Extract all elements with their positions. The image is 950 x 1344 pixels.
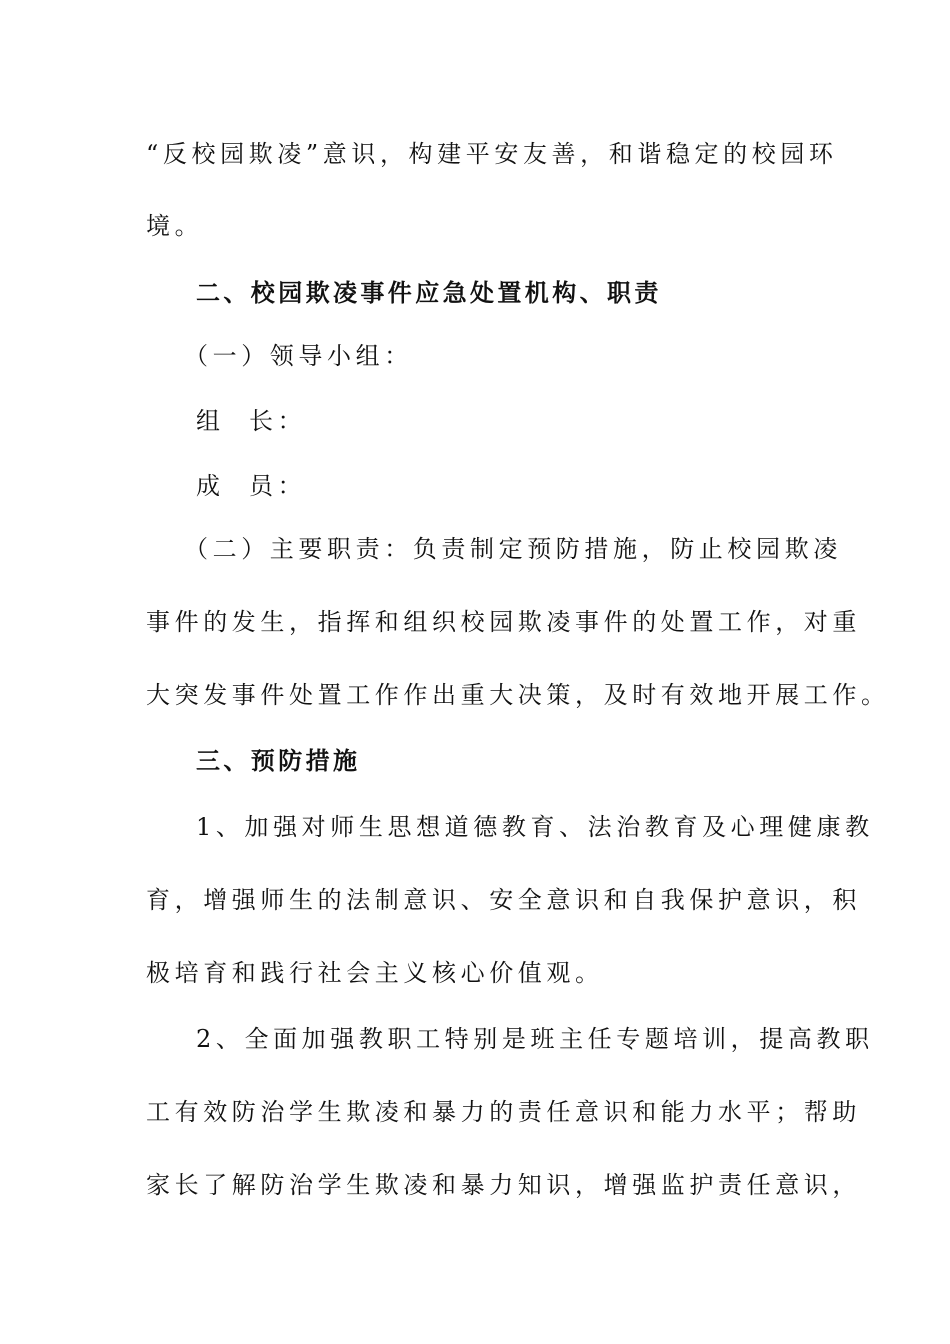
paragraph-line-measure-2b: 工有效防治学生欺凌和暴力的责任意识和能力水平；帮助: [146, 1098, 861, 1126]
paragraph-line-responsibilities-1: （二）主要职责：负责制定预防措施，防止校园欺凌: [184, 535, 842, 563]
paragraph-line-measure-2c: 家长了解防治学生欺凌和暴力知识，增强监护责任意识，: [146, 1171, 861, 1199]
paragraph-line-1: “反校园欺凌”意识，构建平安友善，和谐稳定的校园环: [146, 140, 838, 168]
paragraph-line-measure-1b: 育，增强师生的法制意识、安全意识和自我保护意识，积: [146, 886, 861, 914]
section-heading-2: 二、校园欺凌事件应急处置机构、职责: [196, 279, 662, 307]
paragraph-line-responsibilities-3: 大突发事件处置工作作出重大决策，及时有效地开展工作。: [146, 681, 890, 709]
subsection-leadership-group: （一）领导小组：: [184, 342, 413, 370]
paragraph-line-2: 境。: [146, 212, 204, 240]
paragraph-line-measure-2a: 2、全面加强教职工特别是班主任专题培训，提高教职: [196, 1025, 874, 1053]
section-heading-3: 三、预防措施: [196, 747, 361, 775]
paragraph-line-measure-1a: 1、加强对师生思想道德教育、法治教育及心理健康教: [196, 813, 874, 841]
paragraph-line-measure-1c: 极培育和践行社会主义核心价值观。: [146, 959, 604, 987]
group-leader-label: 组 长：: [196, 407, 307, 435]
group-members-label: 成 员：: [196, 472, 307, 500]
paragraph-line-responsibilities-2: 事件的发生，指挥和组织校园欺凌事件的处置工作，对重: [146, 608, 861, 636]
